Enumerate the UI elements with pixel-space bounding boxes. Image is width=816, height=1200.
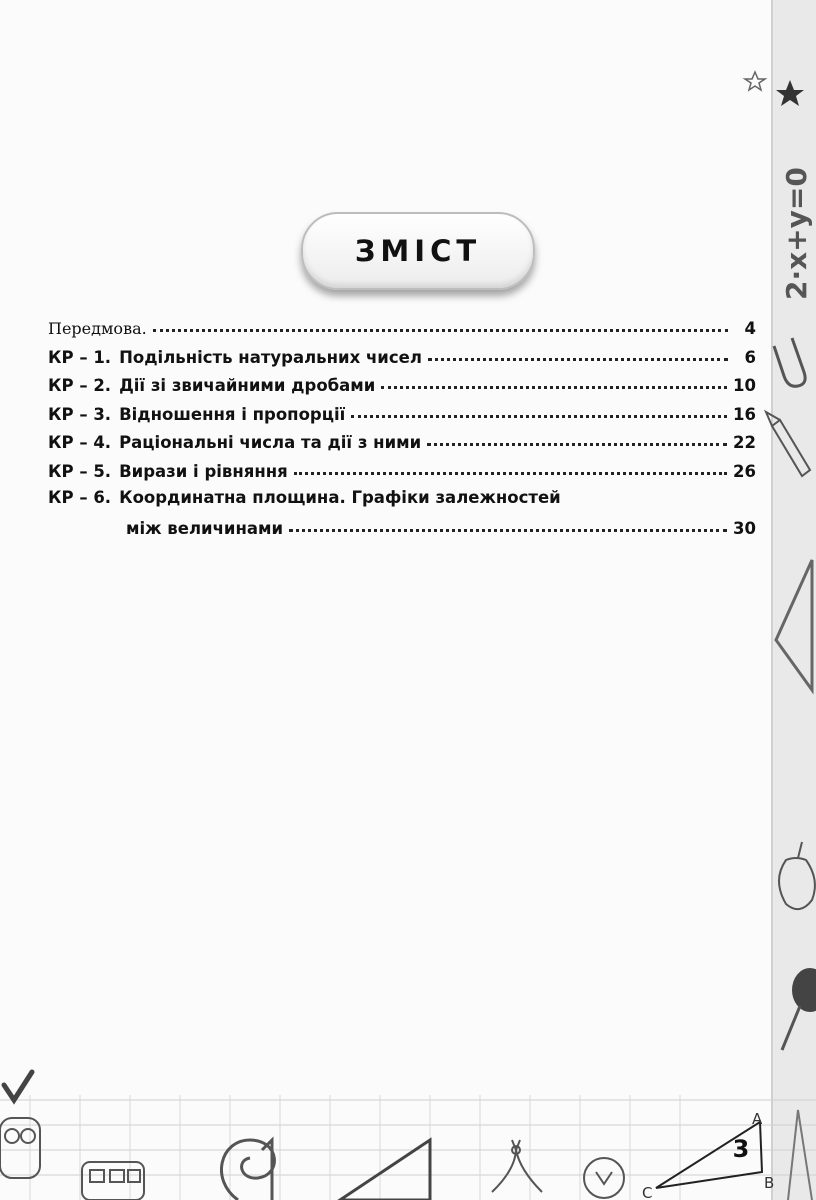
toc-entry-title: Передмова. — [48, 319, 147, 338]
dot-leader — [427, 429, 727, 446]
toc-entry-kr1[interactable] — [48, 346, 756, 375]
toc-entry-page: 22 — [733, 433, 756, 452]
toc-entry-title: Вирази і рівняння — [119, 461, 288, 481]
toc-entry-page: 30 — [733, 518, 756, 538]
check-icon — [4, 1072, 32, 1100]
dot-leader — [153, 315, 728, 332]
toc-entry-title: Дії зі звичайними дробами — [119, 376, 376, 395]
toc-entry-title-continued: між величинами — [126, 518, 284, 538]
toc-entry-kr5[interactable] — [48, 460, 756, 489]
toc-entry-code: КР – 4. — [48, 433, 112, 452]
margin-formula: 2·x+y=0 — [780, 167, 813, 300]
toc-entry-code: КР – 1. — [48, 347, 112, 367]
toc-entry-title: Координатна площина. Графіки залежностей — [119, 488, 561, 507]
page-number: 3 — [732, 1135, 750, 1163]
triangle-label-a: A — [752, 1110, 763, 1128]
toc-entry-page: 6 — [744, 347, 756, 367]
toc-entry-title: Відношення і пропорції — [119, 404, 346, 424]
toc-entry-kr6[interactable] — [48, 488, 756, 517]
ribbon-icon — [492, 1140, 542, 1192]
dot-leader — [428, 344, 728, 361]
dot-leader — [289, 515, 727, 532]
bus-icon — [82, 1162, 144, 1200]
triangle-label-b: B — [764, 1174, 775, 1192]
owl-icon — [0, 1118, 40, 1178]
toc-entry-code: КР – 6. — [48, 488, 112, 507]
toc-entry-page: 4 — [744, 319, 756, 338]
toc-entry-kr6-continued[interactable] — [48, 517, 756, 546]
toc-entry-page: 26 — [733, 461, 756, 481]
triangle-label-c: C — [642, 1184, 653, 1200]
table-of-contents — [48, 317, 756, 545]
toc-entry-page: 10 — [733, 376, 756, 395]
toc-entry-title: Раціональні числа та дії з ними — [119, 433, 422, 452]
dot-leader — [294, 458, 727, 475]
toc-entry-kr3[interactable] — [48, 403, 756, 432]
dot-leader — [351, 401, 727, 418]
title-badge — [301, 212, 535, 290]
toc-entry-kr4[interactable] — [48, 431, 756, 460]
set-square-icon — [340, 1140, 430, 1200]
toc-entry-page: 16 — [733, 404, 756, 424]
toc-entry-preface[interactable] — [48, 317, 756, 346]
toc-entry-code: КР – 2. — [48, 376, 112, 395]
lightbulb-icon — [584, 1158, 624, 1198]
toc-entry-code: КР – 5. — [48, 461, 112, 481]
toc-entry-code: КР – 3. — [48, 404, 112, 424]
spiral-icon — [221, 1140, 274, 1200]
toc-entry-kr2[interactable] — [48, 374, 756, 403]
toc-entry-title: Подільність натуральних чисел — [119, 347, 422, 367]
page-title: ЗМІСТ — [354, 234, 482, 268]
dot-leader — [381, 372, 727, 389]
